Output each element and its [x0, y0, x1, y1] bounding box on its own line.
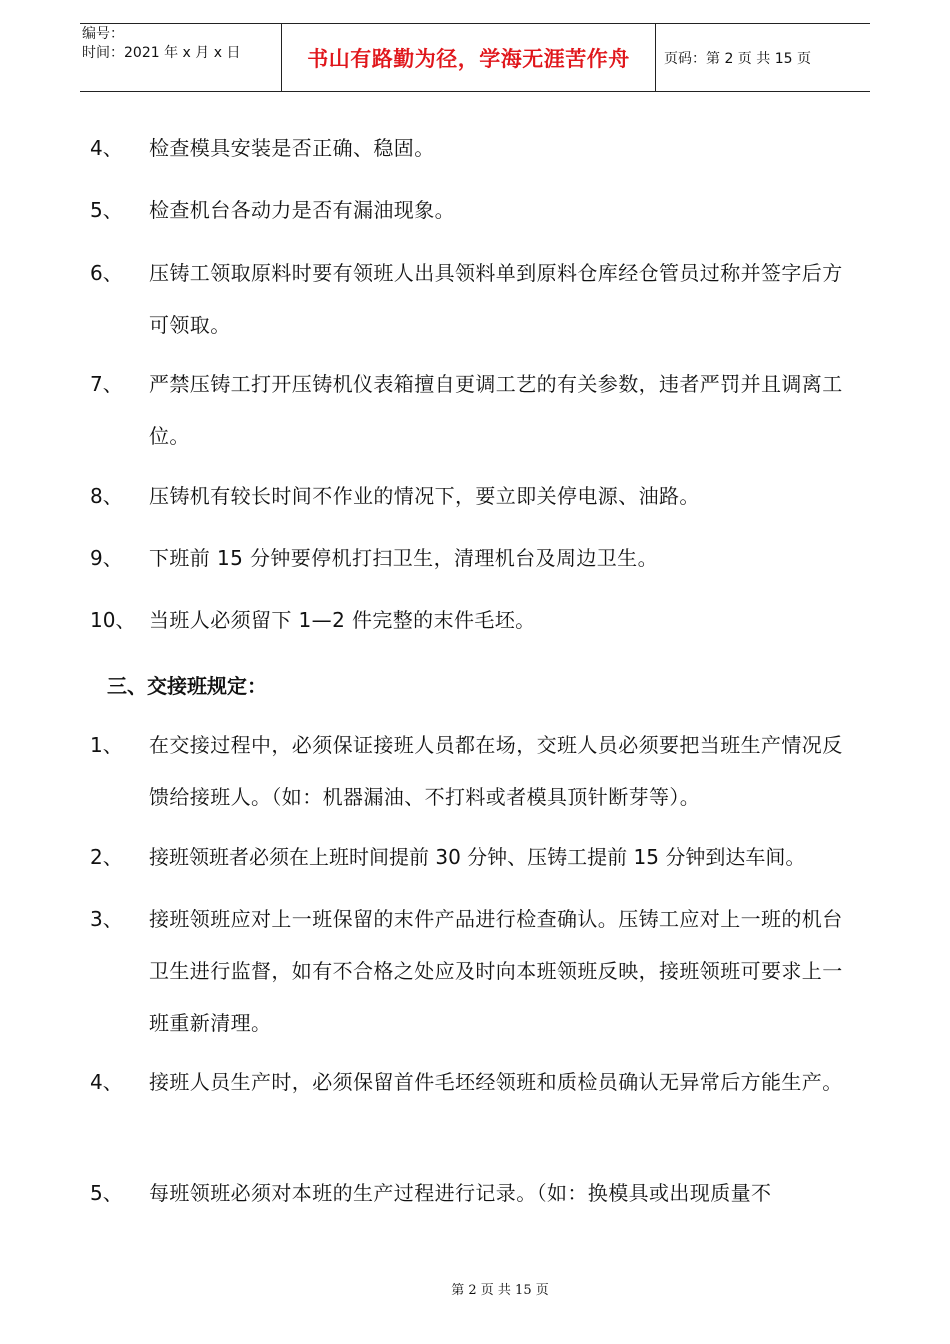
header-page-cell [656, 24, 870, 91]
list-item-number: 8、 [90, 484, 123, 508]
list-item-number: 1、 [90, 733, 123, 757]
list-item-text: 检查模具安装是否正确、稳固。 [149, 136, 435, 160]
list-item-text: 当班人必须留下 1—2 件完整的末件毛坯。 [149, 608, 536, 632]
list-item-number: 5、 [90, 198, 123, 222]
header-meta [80, 24, 280, 91]
header-page-code: 页码：第 2 页 共 15 页 [664, 50, 811, 67]
list-item-number: 2、 [90, 845, 123, 869]
list-item-number: 5、 [90, 1181, 123, 1205]
list-item-text: 压铸工领取原料时要有领班人出具领料单到原料仓库经仓管员过称并签字后方可领取。 [149, 261, 843, 337]
list-item-text: 每班领班必须对本班的生产过程进行记录。（如：换模具或出现质量不 [149, 1181, 772, 1205]
list-item-number: 4、 [90, 1070, 123, 1094]
list-item-text: 检查机台各动力是否有漏油现象。 [149, 198, 455, 222]
list-item-text: 压铸机有较长时间不作业的情况下，要立即关停电源、油路。 [149, 484, 700, 508]
list-item-number: 3、 [90, 907, 123, 931]
list-item-text: 接班领班者必须在上班时间提前 30 分钟、压铸工提前 15 分钟到达车间。 [149, 845, 806, 869]
header-motto-cell [281, 24, 656, 91]
footer-page-number: 第 2 页 共 15 页 [451, 1283, 549, 1298]
list-item-text: 严禁压铸工打开压铸机仪表箱擅自更调工艺的有关参数，违者严罚并且调离工位。 [149, 372, 843, 448]
section-heading: 三、交接班规定： [107, 674, 267, 698]
list-item-text: 接班人员生产时，必须保留首件毛坯经领班和质检员确认无异常后方能生产。 [149, 1070, 843, 1094]
header-motto: 书山有路勤为径，学海无涯苦作舟 [307, 45, 630, 71]
list-item-number: 7、 [90, 372, 123, 396]
list-item-text: 在交接过程中，必须保证接班人员都在场，交班人员必须要把当班生产情况反馈给接班人。（如：机器漏油、不打料或者模具顶针断芽等）。 [149, 733, 843, 809]
list-item-text: 下班前 15 分钟要停机打扫卫生，清理机台及周边卫生。 [149, 546, 658, 570]
doc-time-label: 时间：2021 年 x 月 x 日 [82, 45, 241, 61]
list-item-text: 接班领班应对上一班保留的末件产品进行检查确认。压铸工应对上一班的机台卫生进行监督，如有不合格之处应及时向本班领班反映，接班领班可要求上一班重新清理。 [149, 907, 843, 1035]
list-item-number: 6、 [90, 261, 123, 285]
list-item-number: 4、 [90, 136, 123, 160]
doc-number-label: 编号： [82, 26, 124, 42]
list-item-number: 10、 [90, 608, 136, 632]
page-header [80, 23, 870, 92]
list-item-number: 9、 [90, 546, 123, 570]
page-footer [0, 1279, 950, 1298]
